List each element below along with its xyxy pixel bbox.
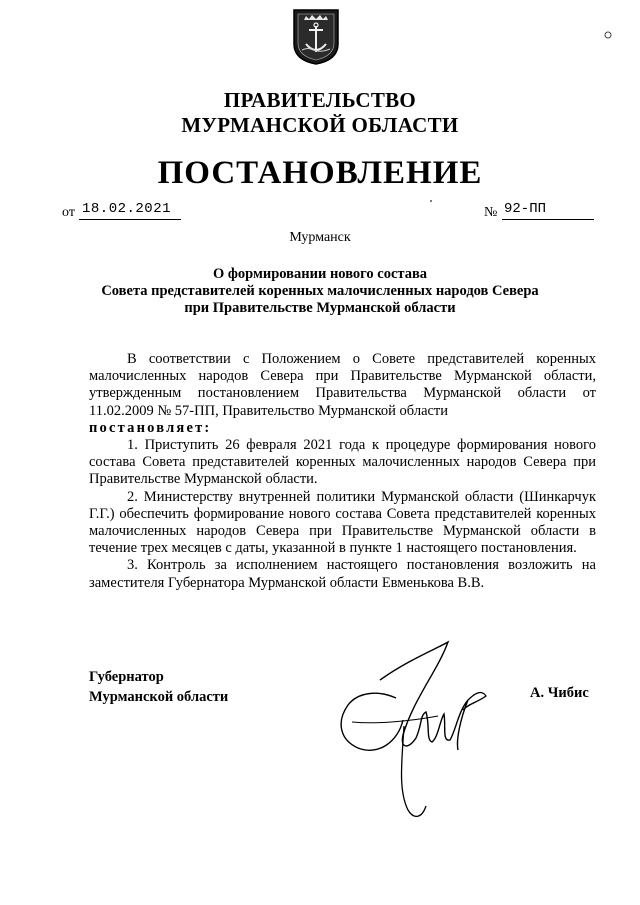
subject-line-2: Совета представителей коренных малочисленных народов Севера (101, 283, 539, 299)
scan-speck (430, 200, 432, 202)
subject-line-3: при Правительстве Мурманской области (184, 300, 456, 316)
date-value: 18.02.2021 (82, 201, 172, 217)
number-prefix: № (484, 205, 498, 220)
resolution-keyword: постановляет: (89, 419, 212, 436)
document-subject (0, 266, 640, 317)
org-name-line-2: МУРМАНСКОЙ ОБЛАСТИ (181, 113, 459, 137)
number-underline (502, 219, 594, 220)
resolution-keyword-paragraph (89, 420, 596, 437)
item-3-paragraph: 3. Контроль за исполнением настоящего постановления возложить на заместителя Губернатора Мурманской области Евменькова В.В. (89, 557, 596, 591)
preamble-paragraph: В соответствии с Положением о Совете представителей коренных малочисленных народов Севера при Правительстве Мурманской области, утвержденным постановлением Правительства Мурманской области от 11.02.2009 № 57-ПП, Правительство Мурманской области (89, 351, 596, 419)
handwritten-signature-icon (318, 630, 518, 830)
document-type: ПОСТАНОВЛЕНИЕ (157, 155, 483, 191)
org-name-line-1: ПРАВИТЕЛЬСТВО (223, 88, 417, 112)
signer-title-line-1: Губернатор (89, 669, 164, 685)
city: Мурманск (289, 230, 351, 245)
item-2-paragraph: 2. Министерству внутренней политики Мурманской области (Шинкарчук Г.Г.) обеспечить формирование нового состава Совета представителей коренных малочисленных народов Севера при Правительстве Мурманской области в течение трех месяцев с даты, указанной в пункте 1 настоящего постановления. (89, 488, 596, 557)
date-underline (79, 219, 181, 220)
date-prefix: от (62, 205, 75, 220)
scan-mark-icon (603, 30, 613, 40)
signer-name: А. Чибис (530, 685, 589, 701)
number-value: 92-ПП (504, 201, 547, 217)
signer-title-line-2: Мурманской области (89, 689, 229, 705)
item-1-paragraph: 1. Приступить 26 февраля 2021 года к процедуре формирования нового состава Совета представителей коренных малочисленных народов Севера при Правительстве Мурманской области. (89, 437, 596, 488)
signer-title (89, 667, 228, 707)
document-body (89, 351, 596, 592)
coat-of-arms-icon (290, 6, 342, 66)
subject-line-1: О формировании нового состава (212, 266, 428, 282)
